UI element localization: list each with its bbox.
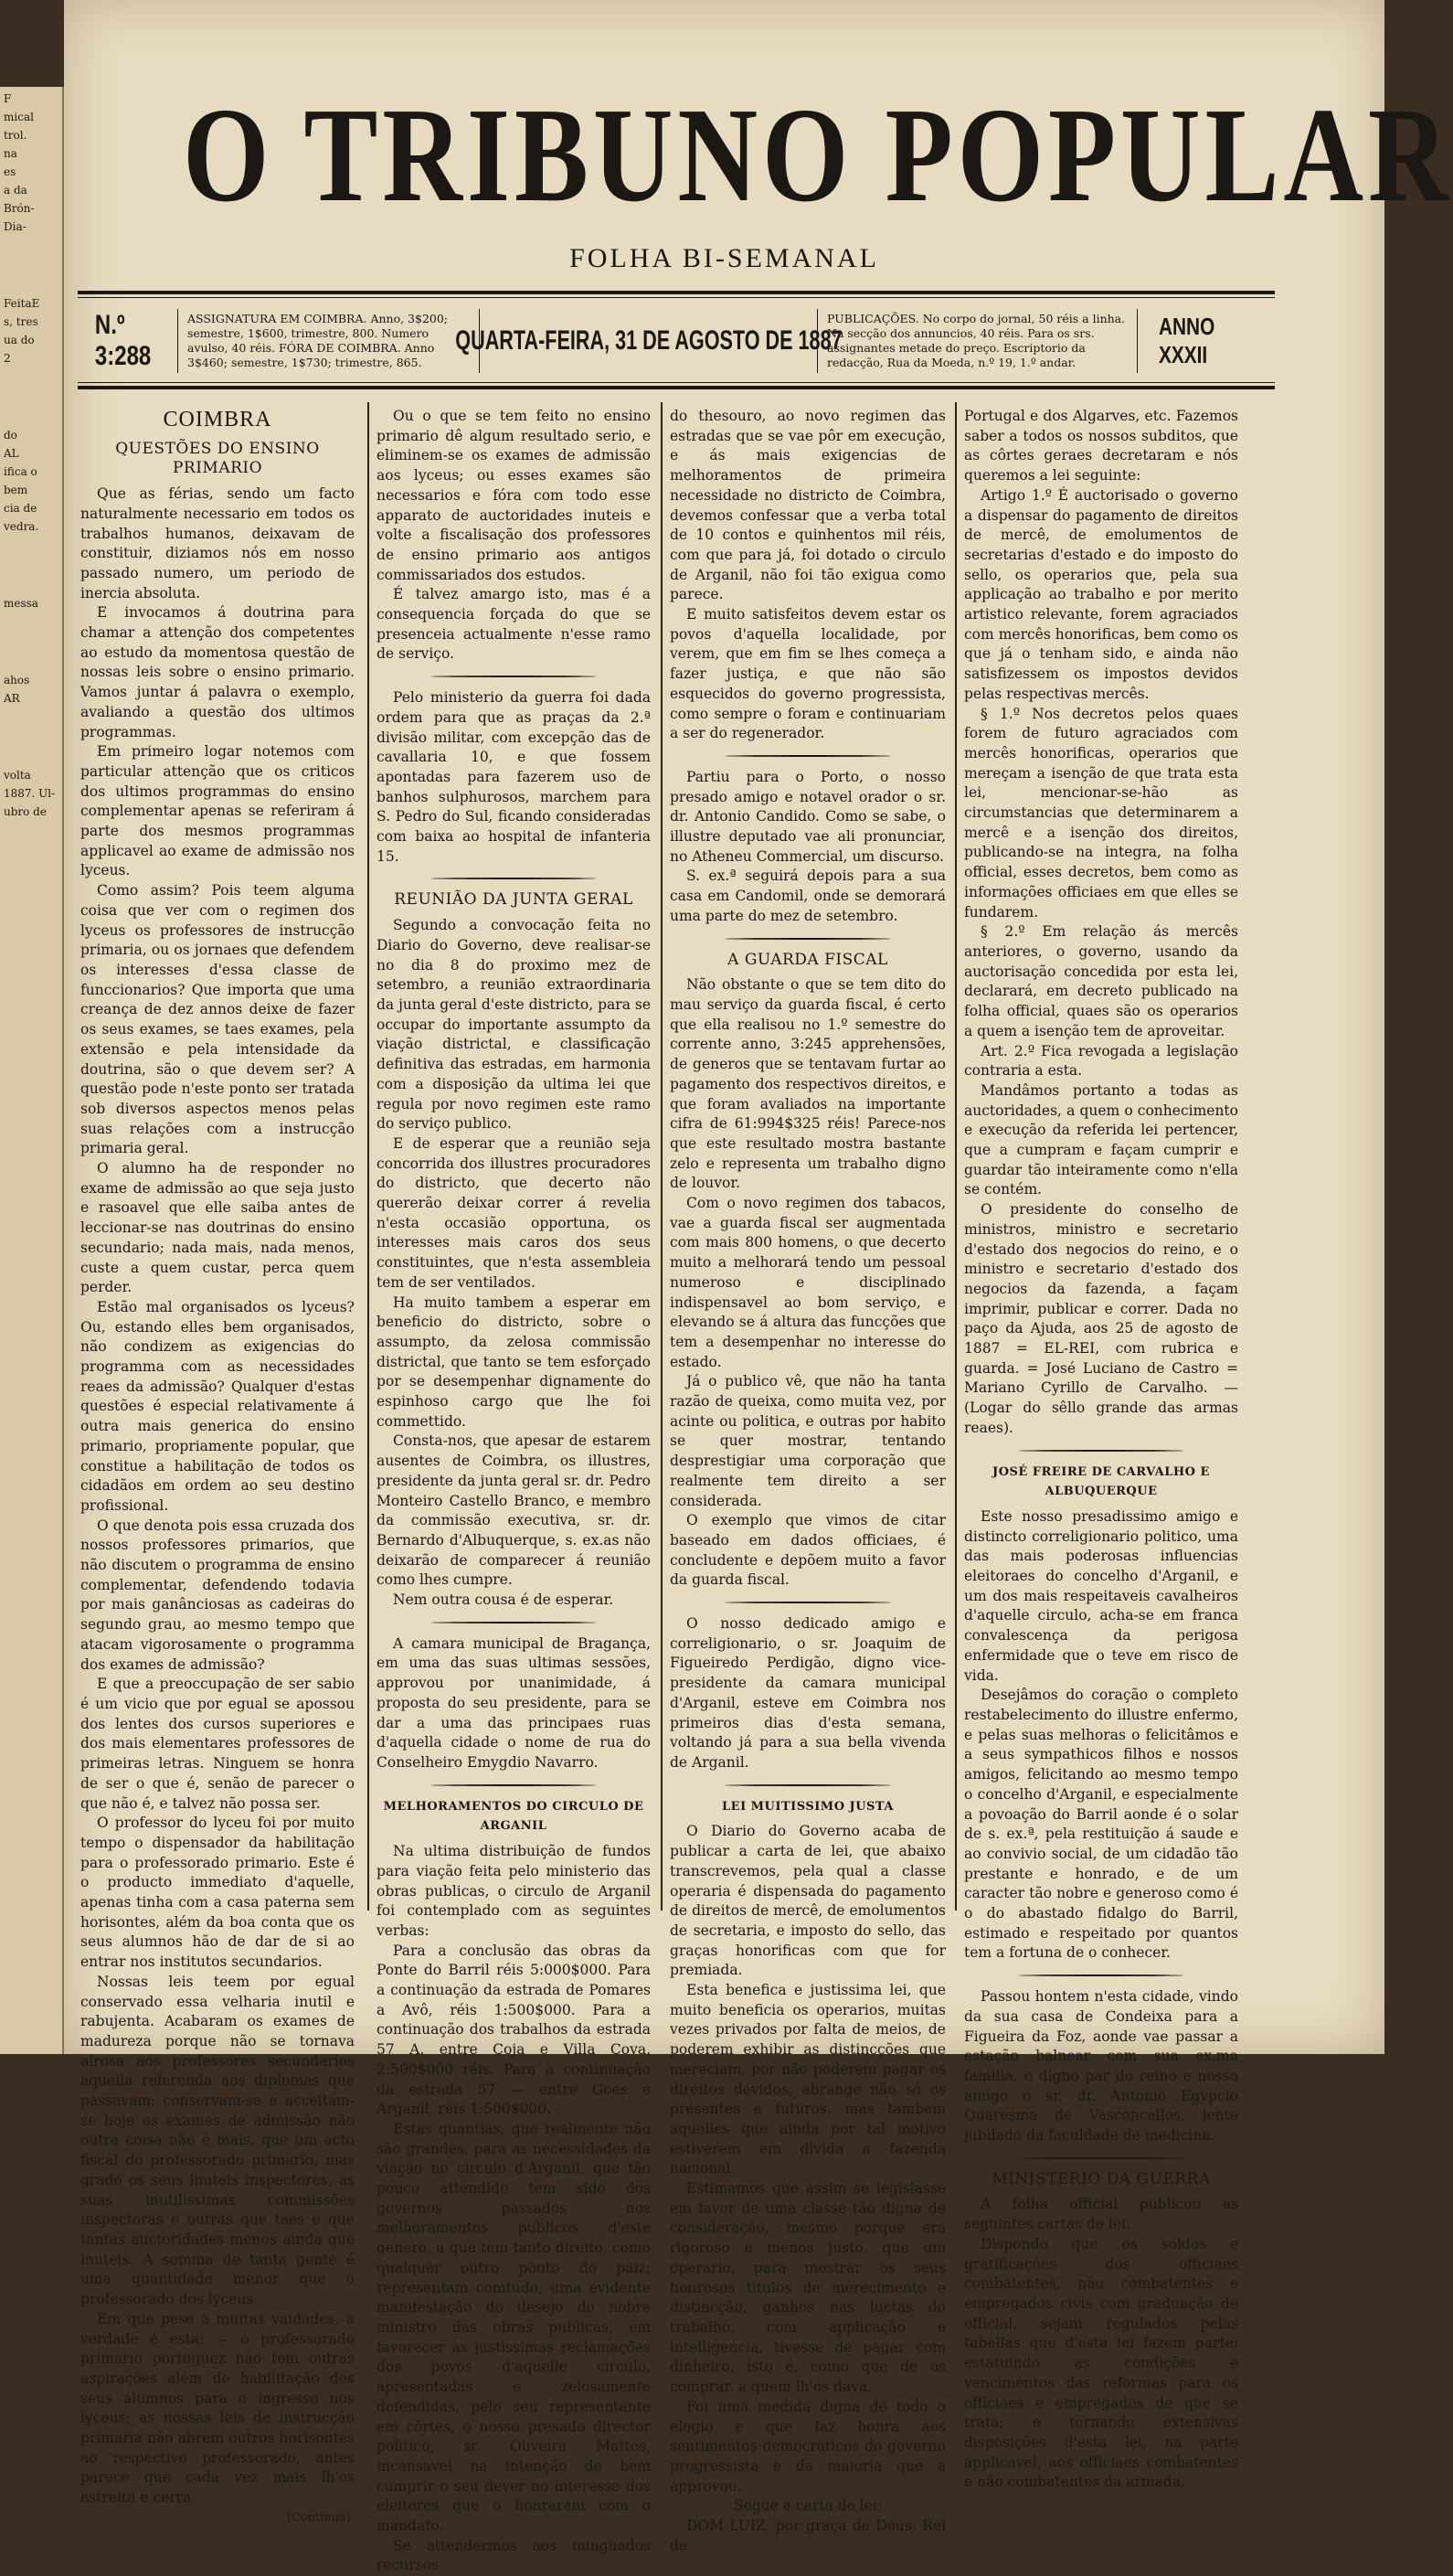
paragraph: Art. 2.º Fica revogada a legislação contraria a esta. xyxy=(964,1042,1238,1080)
prev-page-fragment: vedra. xyxy=(4,520,39,533)
prev-page-fragment: cia de xyxy=(4,502,37,515)
paragraph: Não obstante o que se tem dito do mau serviço da guarda fiscal, é certo que ella realisou no 1.º semestre do corrente anno, 3:245 apprehensões, de generos que se tentavam furtar ao pagamento dos respectivos direitos, e que foram avaliados na importante cifra de 61:994$325 réis! Parece-nos que este resultado mostra bastante zelo e representa um trabalho digno de louvor. xyxy=(670,976,946,1192)
paragraph: do thesouro, ao novo regimen das estradas que se vae pôr em execução, e ás mais exigencias de melhoramentos de primeira necessidade no districto de Coimbra, devemos confessar que a verba total de 10 contos e quinhentos mil réis, com que para já, foi dotado o circulo de Arganil, não foi tão exigua como parece. xyxy=(670,408,946,603)
issue-year: ANNO XXXII xyxy=(1159,313,1215,368)
paragraph: Nem outra cousa é de esperar. xyxy=(393,1591,614,1609)
paragraph: S. ex.ª seguirá depois para a sua casa em Candomil, onde se demorará uma parte do mez de setembro. xyxy=(670,868,946,924)
separator xyxy=(1019,1969,1183,1982)
paragraph: E de esperar que a reunião seja concorrida dos illustres procuradores do districto, que decerto não quererão deixar correr á revelia n'esta occasião opportuna, os interesses mais caros dos seus constituintes, que n'esta assembleia tem de ser ventilados. xyxy=(377,1134,651,1291)
subscription-info: ASSIGNATURA EM COIMBRA. Anno, 3$200; semestre, 1$600, trimestre, 800. Numero avulso, 40 réis. FÓRA DE COIMBRA. Anno 3$460; semestre, 1$730; trimestre, 865. xyxy=(187,312,449,369)
separator xyxy=(431,1779,596,1792)
paragraph: Estão mal organisados os lyceus? Ou, estando elles bem organisados, não condizem as exigencias do programma com as necessidades reaes da admissão? Qualquer d'estas questões é especial relativamente á outra mais generica do ensino primario, propriamente popular, que constitue a habilitação de todos os cidadãos em ordem ao seu destino profissional. xyxy=(80,1298,355,1514)
prev-page-fragment: messa xyxy=(4,597,38,610)
paragraph: E invocamos á doutrina para chamar a attenção dos competentes ao estudo da momentosa questão de nossas leis sobre o ensino primario. Vamos juntar á palavra o exemplo, avaliando a questão dos ultimos programmas. xyxy=(80,604,355,740)
separator xyxy=(431,670,596,683)
prev-page-fragment: volta xyxy=(4,769,31,782)
column-4 xyxy=(964,407,1238,2493)
publications-box xyxy=(818,309,1138,373)
column-1 xyxy=(80,407,355,2528)
prev-page-fragment: do xyxy=(4,429,17,442)
paragraph: Já o publico vê, que não ha tanta razão de queixa, como muita vez, por acinte ou politica, e outras por habito se quer mostrar, tentando desprestigiar uma corporação que realmente tem direito a ser considerada. xyxy=(670,1373,946,1509)
article-heading: LEI MUITISSIMO JUSTA xyxy=(722,1799,894,1814)
prev-page-fragment: ifica o xyxy=(4,465,37,478)
paragraph: Na ultima distribuição de fundos para viação feita pelo ministerio das obras publicas, o circulo de Arganil foi contemplado com as seguintes verbas: xyxy=(377,1843,651,1939)
paragraph: O presidente do conselho de ministros, ministro e secretario d'estado dos negocios do reino, e o ministro e secretario d'estado dos negocios da fazenda, a façam imprimir, publicar e correr. Dada no paço da Ajuda, aos 25 de agosto de 1887 = EL-REI, com rubrica e guarda. = José Luciano de Castro = Mariano Cyrillo de Carvalho. — (Logar do sêllo grande das armas reaes). xyxy=(964,1201,1238,1436)
paragraph: Segundo a convocação feita no Diario do Governo, deve realisar-se no dia 8 do proximo mez de setembro, a reunião extraordinaria da junta geral d'este districto, para se occupar do importante assumpto da viação districtal, e classificação definitiva das estradas, em harmonia com a disposição da ultima lei que regula por novo regimen este ramo do serviço publico. xyxy=(377,917,651,1133)
column-3 xyxy=(670,407,946,2556)
newspaper-title: O TRIBUNO POPULAR xyxy=(183,80,1453,230)
paragraph: O que denota pois essa cruzada dos nossos professores primarios, que não discutem o programma de ensino complementar, defendendo todavia por mais ganânciosas as cadeiras do segundo grau, ao mesmo tempo que atacam vigorosamente o programma dos exames de admissão? xyxy=(80,1517,355,1673)
prev-page-fragment: na xyxy=(4,147,17,160)
top-rule-thin xyxy=(78,297,1275,298)
paragraph: Ou o que se tem feito no ensino primario dê algum resultado serio, e eliminem-se os exames de admissão aos lyceus; ou esses exames são necessarios e fóra com todo esse apparato de auctoridades inuteis e volte a fiscalisação dos professores de ensino primario aos antigos commissariados dos estudos. xyxy=(377,408,651,583)
separator xyxy=(725,1596,890,1609)
bottom-rule xyxy=(78,382,1275,383)
paragraph: Nossas leis teem por egual conservado essa velharia inutil e rabujenta. Acabaram os exames de madureza porque não se tornava airosa aos professores secundarios aquella referenda aos diplomas que passavam; conservam-se e acceitam-se hoje os exames de admissão não outra coisa não é mais, que um acto fiscal do professorado primario, mas grado os seus inuteis inspectores, as suas inutilissimas commissões inspectoras e outras que taes e que tantas auctoridades menos ainda que inuteis. A somma de tanta gente é uma quantidade menor que o professorado dos lyceus. xyxy=(80,1973,355,2308)
separator xyxy=(431,872,596,885)
issue-number-box xyxy=(78,309,178,373)
article-heading: MINISTERIO DA GUERRA xyxy=(992,2169,1211,2188)
year-box xyxy=(1138,309,1275,373)
separator xyxy=(1019,2152,1183,2165)
article-heading: QUESTÕES DO ENSINO PRIMARIO xyxy=(115,439,320,478)
paragraph: Estas quantias, que realmente não são grandes, para as necessidades da viação no circulo d'Arganil, que tão pouco attendido tem sido dos governos passados nos melhoramentos publicos d'este genero, a que tem tanto direito, como qualquer outro ponto do paiz; representam comtudo, uma evidente manifestação do desejo do nobre ministro das obras publicas, em favorecer as justissimas reclamações dos povos d'aquelle circulo, apresentadas e zelosamente defendidas, pelo seu representante em côrtes, o nosso presado director politico, sr. Oliveira Mattos, incansavel na intenção de bem cumprir o seu dever no interesse dos eleitores que o honraram com o mandato. xyxy=(377,2120,651,2535)
paragraph: O professor do lyceu foi por muito tempo o dispensador da habilitação para o professorado primario. Este é o producto immediato d'aquelle, apenas tinha com a casa paterna sem horisontes, além da boa conta que os seus alumnos hão de dar de si ao entrar nos institutos secundarios. xyxy=(80,1815,355,1971)
bottom-rule-thick xyxy=(78,386,1275,389)
paragraph: Dispondo que os soldos e gratificações dos officiaes combatentes, não combatentes e empregados civis com graduação de official, sejam regulados pelas tabellas que d'esta lei fazem parte; estatuindo as condições e vencimentos das reformas para os officiaes e empregados de que se trata; e tornando extensivas disposições d'esta lei, na parte applicavel, aos officiaes combatentes e não combatentes da armada. xyxy=(964,2235,1238,2491)
paragraph: Estimamos que assim se legislasse em favor de uma classe tão digna de consideração, mesmo porque era rigoroso e menos justo, que um operario, para mostrar os seus honrosos titulos de merecimento e distincção, ganhos nas luctas do trabalho, com applicação e intelligencia, tivesse de pagar com dinheiro, isto é, como que de os comprar, a quem lh'os dava. xyxy=(670,2180,946,2396)
paragraph: Para a conclusão das obras da Ponte do Barril réis 5:000$000. Para a continuação da estrada de Pomares a Avô, réis 1:500$000. Para a continuação dos trabalhos da estrada 57 A, entre Coja e Villa Cova, 2:500$000 réis. Para a continuação da estrada 57 — entre Goes e Arganil, réis 1:500$000. xyxy=(377,1942,651,2118)
paragraph: § 2.º Em relação ás mercês anteriores, o governo, usando da auctorisação concedida por esta lei, declarará, em decreto publicado na folha official, quaes são os operarios a quem a isenção tem de aproveitar. xyxy=(964,923,1238,1039)
prev-page-fragment: ubro de xyxy=(4,805,47,818)
date-box xyxy=(454,309,843,373)
paragraph: Pelo ministerio da guerra foi dada ordem para que as praças da 2.ª divisão militar, com excepção das de cavallaria 10, e que fossem apontadas para fazerem uso de banhos sulphurosos, marchem para S. Pedro do Sul, ficando consideradas com baixa ao hospital de infanteria 15. xyxy=(377,689,651,865)
column-2 xyxy=(377,407,651,2576)
paragraph: Se attendermos aos minguados recursos xyxy=(377,2537,651,2574)
publications-info: PUBLICAÇÕES. No corpo do jornal, 50 réis a linha. Na secção dos annuncios, 40 réis. Para os srs. assignantes metade do preço. Escriptorio da redacção, Rua da Moeda, n.º 19, 1.º andar. xyxy=(827,312,1126,369)
paragraph: Ha muito tambem a esperar em beneficio do districto, sobre o assumpto, da zelosa commissão districtal, que tanto se tem esforçado por se desempenhar dignamente do espinhoso cargo que lhe foi commettido. xyxy=(377,1293,651,1430)
prev-page-fragment: 1887. Ul- xyxy=(4,787,56,800)
paragraph: Que as férias, sendo um facto naturalmente necessario em todos os trabalhos humanos, deixavam de constituir, diziamos nós em nosso passado numero, um periodo de inercia absoluta. xyxy=(80,485,355,601)
paragraph: Consta-nos, que apesar de estarem ausentes de Coimbra, os illustres, presidente da junta geral sr. dr. Pedro Monteiro Castello Branco, e membro da commissão executiva, sr. dr. Bernardo d'Albuquerque, s. ex.as não deixarão de comparecer á reunião como lhes cumpre. xyxy=(377,1432,651,1589)
paragraph: Desejâmos do coração o completo restabelecimento do illustre enfermo, e pelas suas melhoras o felicitâmos e a seus sympathicos filhos e nossos amigos, felicitando ao mesmo tempo o concelho d'Arganil, e especialmente a povoação do Barril aonde é o solar de s. ex.ª, pela restituição á saude e ao convivio social, de um cidadão tão prestante e honrado, e de um caracter tão nobre e generoso como é o do abastado fidalgo do Barril, estimado e respeitado por quantos tem a fortuna de o conhecer. xyxy=(964,1687,1238,1962)
paragraph: Segue a carta de lei: xyxy=(733,2497,883,2515)
section-title: COIMBRA xyxy=(163,408,272,431)
newspaper-page xyxy=(64,0,1453,2574)
article-heading: JOSÉ FREIRE DE CARVALHO E ALBUQUERQUE xyxy=(992,1464,1210,1499)
issue-date: QUARTA-FEIRA, 31 DE AGOSTO DE 1887 xyxy=(454,325,843,356)
separator xyxy=(431,1616,596,1629)
prev-page-fragment: Dia- xyxy=(4,220,27,233)
prev-page-fragment: Brón- xyxy=(4,202,35,215)
issue-number: N.º 3:288 xyxy=(94,310,152,371)
paragraph: Em primeiro logar notemos com particular attenção que os criticos dos ultimos programmas do ensino complementar apenas se referiram á parte dos mesmos programmas applicavel ao exame de admissão nos lyceus. xyxy=(80,743,355,879)
previous-page-edge xyxy=(0,87,64,2054)
prev-page-fragment: FeitaE xyxy=(4,297,40,310)
paragraph: Artigo 1.º É auctorisado o governo a dispensar do pagamento de direitos de mercê, de emolumentos de secretarias d'estado e do imposto do sello, os operarios que, pela sua applicação ao trabalho e por merito artistico relevante, forem agraciados com mercês honorificas, bem como os que já o tenham sido, e ainda não satisfizessem os impostos devidos pelas respectivas mercês. xyxy=(964,486,1238,702)
paragraph: Portugal e dos Algarves, etc. Fazemos saber a todos os nossos subditos, que as côrtes geraes decretaram e nós queremos a lei seguinte: xyxy=(964,408,1238,484)
prev-page-fragment: a da xyxy=(4,184,27,197)
article-heading: MELHORAMENTOS DO CIRCULO DE ARGANIL xyxy=(383,1799,644,1834)
prev-page-fragment: ua do xyxy=(4,334,35,346)
paragraph: Foi uma medida digna de todo o elogio e que faz honra aos sentimentos democraticos do governo progressista e da maioria que a approvou. xyxy=(670,2398,946,2495)
prev-page-fragment: 2 xyxy=(4,352,11,365)
paragraph: Partiu para o Porto, o nosso presado amigo e notavel orador o sr. dr. Antonio Candido. Como se sabe, o illustre deputado vae ali pronunciar, no Atheneu Commercial, um discurso. xyxy=(670,768,946,865)
info-bar xyxy=(78,302,1275,380)
paragraph: É talvez amargo isto, mas é a consequencia forçada do que se presenceia actualmente n'esse ramo de serviço. xyxy=(377,586,651,663)
subscription-box xyxy=(178,309,480,373)
paragraph: O alumno ha de responder no exame de admissão ao que seja justo e rasoavel que elle saiba antes de leccionar-se nas doutrinas do ensino secundario; nada mais, nada menos, custe a quem custar, perca quem perder. xyxy=(80,1160,355,1296)
column-rule xyxy=(661,402,663,1911)
paragraph: Mandâmos portanto a todas as auctoridades, a quem o conhecimento e execução da referida lei pertencer, que a cumpram e façam cumprir e guardar tão inteiramente como n'ella se contém. xyxy=(964,1081,1238,1198)
prev-page-fragment: F xyxy=(4,92,12,105)
prev-page-fragment: mical xyxy=(4,111,34,123)
continued-note: (Continua). xyxy=(286,2510,355,2525)
separator xyxy=(725,1779,890,1792)
newspaper-subtitle: FOLHA BI-SEMANAL xyxy=(569,243,879,273)
paragraph: A camara municipal de Bragança, em uma das suas ultimas sessões, approvou por unanimidade, á proposta do seu presidente, para se dar a uma das principaes ruas d'aquella cidade o nome de rua do Conselheiro Emygdio Navarro. xyxy=(377,1634,651,1771)
paragraph: Esta benefica e justissima lei, que muito beneficia os operarios, muitas vezes privados por falta de meios, de poderem exhibir as distincções que mereciam, por não poderem pagar os direitos devidos, abrange não só os presentes e futuros, mas tambem aquelles que ainda por tal motivo estiverem em divida á fazenda nacional. xyxy=(670,1982,946,2177)
top-rule xyxy=(78,291,1275,294)
paragraph: DOM LUIZ, por graça de Deus, Rei de xyxy=(670,2517,946,2554)
column-rule xyxy=(955,402,957,1911)
paragraph: Em que pese a muitas vaidades, a verdade é esta: — o professorado primario portuguez não tem outras aspirações além de habilitação dos seus alumnos para o ingresso nos lyceus; as nossas leis de instrucção primaria não abrem outros horisontes ao respectivo professorado, antes parece que cada vez mais lh'os estreita e cerra. xyxy=(80,2310,355,2507)
prev-page-fragment: ahos xyxy=(4,674,30,687)
paragraph: O nosso dedicado amigo e correligionario, o sr. Joaquim de Figueiredo Perdigão, digno vice-presidente da camara municipal d'Arganil, esteve em Coimbra nos primeiros dias d'esta semana, voltando já para a sua bella vivenda de Arganil. xyxy=(670,1615,946,1771)
prev-page-fragment: bem xyxy=(4,484,28,496)
prev-page-fragment: es xyxy=(4,165,16,178)
prev-page-fragment: trol. xyxy=(4,129,27,142)
separator xyxy=(725,932,890,945)
prev-page-fragment: s, tres xyxy=(4,315,38,328)
paragraph: E muito satisfeitos devem estar os povos d'aquella localidade, por verem, que em fim se lhes começa a fazer justiça, e que não são esquecidos do governo progressista, como sempre o foram e continuariam a ser do regenerador. xyxy=(670,606,946,742)
article-heading: REUNIÃO DA JUNTA GERAL xyxy=(394,890,633,910)
prev-page-fragment: AR xyxy=(4,692,20,705)
paragraph: Como assim? Pois teem alguma coisa que ver com o regimen dos lyceus os professores de instrucção primaria, ou os jornaes que defendem os interesses d'essa classe de funccionarios? Que importa que uma creança de dez annos deixe de fazer os seus exames, se taes exames, pela extensão e pela intensidade da doutrina, são o que devem ser? A questão pode n'este ponto ser tratada sob diversos aspectos menos pelas suas relações com a instrucção primaria geral. xyxy=(80,882,355,1157)
masthead xyxy=(64,80,1453,230)
separator xyxy=(725,750,890,762)
paragraph: Este nosso presadissimo amigo e distincto correligionario politico, uma das mais poderosas influencias eleitoraes do concelho d'Arganil, e um dos mais respeitaveis cavalheiros d'aquelle circulo, acha-se em franca convalescença da perigosa enfermidade que o teve em risco de vida. xyxy=(964,1507,1238,1684)
paragraph: Passou hontem n'esta cidade, vindo da sua casa de Condeixa para a Figueira da Foz, aonde vae passar a estação balnear com sua ex.ma familia, o digno par do reino e nosso amigo o sr. dr. Antonio Egypcio Quaresma de Vasconcellos, lente jubilado da faculdade de medicina. xyxy=(964,1988,1238,2145)
separator xyxy=(1019,1444,1183,1457)
article-body xyxy=(80,484,355,2528)
paragraph: O Diario do Governo acaba de publicar a carta de lei, que abaixo transcrevemos, pela qual a classe operaria é dispensada do pagamento de direitos de mercê, de emolumentos de secretaria, e imposto do sello, das graças honorificas com que for premiada. xyxy=(670,1823,946,1979)
article-heading: A GUARDA FISCAL xyxy=(727,950,888,969)
paragraph: E que a preoccupação de ser sabio é um vicio que por egual se apossou dos lentes dos cursos superiores e dos mais elementares professores de primeiras letras. Ninguem se honra de ser o que é, senão de parecer o que não é, e talvez não possa ser. xyxy=(80,1676,355,1812)
paragraph: Com o novo regimen dos tabacos, vae a guarda fiscal ser augmentada com mais 800 homens, o que decerto muito a melhorará tendo um pessoal numeroso e disciplinado indispensavel ao bom serviço, e elevando se á altura das funcções que tem a desempenhar no interesse do estado. xyxy=(670,1195,946,1370)
paragraph: § 1.º Nos decretos pelos quaes forem de futuro agraciados com mercês honorificas, operarios que mereçam a isenção de que trata esta lei, mencionar-se-hão as circumstancias que determinarem a mercê e a isenção dos direitos, publicando-se na integra, na folha official, esses decretos, bem como as informações officiaes em que elles se fundarem. xyxy=(964,705,1238,921)
paragraph: O exemplo que vimos de citar baseado em dados officiaes, é concludente e depõem muito a favor da guarda fiscal. xyxy=(670,1512,946,1589)
paragraph: A folha official publicou as seguintes cartas de lei: xyxy=(964,2196,1238,2233)
prev-page-fragment: AL xyxy=(4,447,19,460)
column-rule xyxy=(367,402,369,1911)
